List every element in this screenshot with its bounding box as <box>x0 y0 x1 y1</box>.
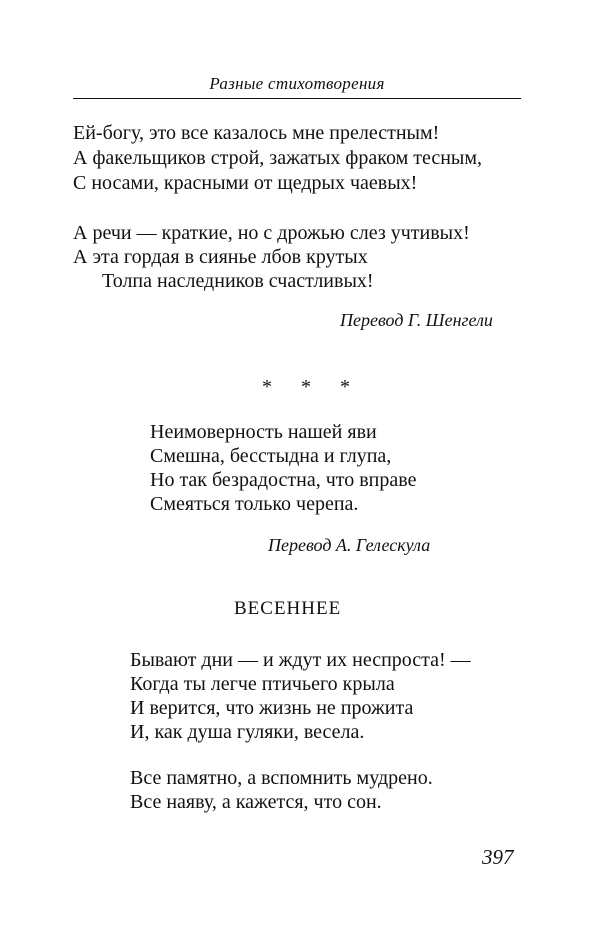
verse-line: С носами, красными от щедрых чаевых! <box>73 172 418 194</box>
verse-line: Но так безрадостна, что вправе <box>150 469 417 491</box>
verse-line: Неимоверность нашей яви <box>150 421 377 443</box>
untitled-poem-marker: * * * <box>262 376 362 398</box>
verse-line: А эта гордая в сиянье лбов крутых <box>73 246 368 268</box>
running-head: Разные стихотворения <box>209 74 385 93</box>
translator-credit: Перевод А. Гелескула <box>268 535 431 555</box>
verse-line: Толпа наследников счастливых! <box>102 270 374 292</box>
translator-credit: Перевод Г. Шенгели <box>340 310 493 330</box>
verse-line: А факельщиков строй, зажатых фраком тесным, <box>73 147 483 169</box>
verse-line: Все наяву, а кажется, что сон. <box>130 791 382 813</box>
verse-line: Все памятно, а вспомнить мудрено. <box>130 767 433 789</box>
verse-line: И, как душа гуляки, весела. <box>130 721 365 743</box>
verse-line: Когда ты легче птичьего крыла <box>130 673 395 695</box>
verse-line: Ей-богу, это все казалось мне прелестным! <box>73 122 440 144</box>
verse-line: Смеяться только черепа. <box>150 493 359 515</box>
poem-title: ВЕСЕННЕЕ <box>234 598 342 619</box>
verse-line: Бывают дни — и ждут их неспроста! — <box>130 649 471 671</box>
header-rule <box>73 98 521 99</box>
verse-line: И верится, что жизнь не прожита <box>130 697 414 719</box>
page-number: 397 <box>482 845 514 869</box>
verse-line: Смешна, бесстыдна и глупа, <box>150 445 392 467</box>
verse-line: А речи — краткие, но с дрожью слез учтивых! <box>73 222 470 244</box>
